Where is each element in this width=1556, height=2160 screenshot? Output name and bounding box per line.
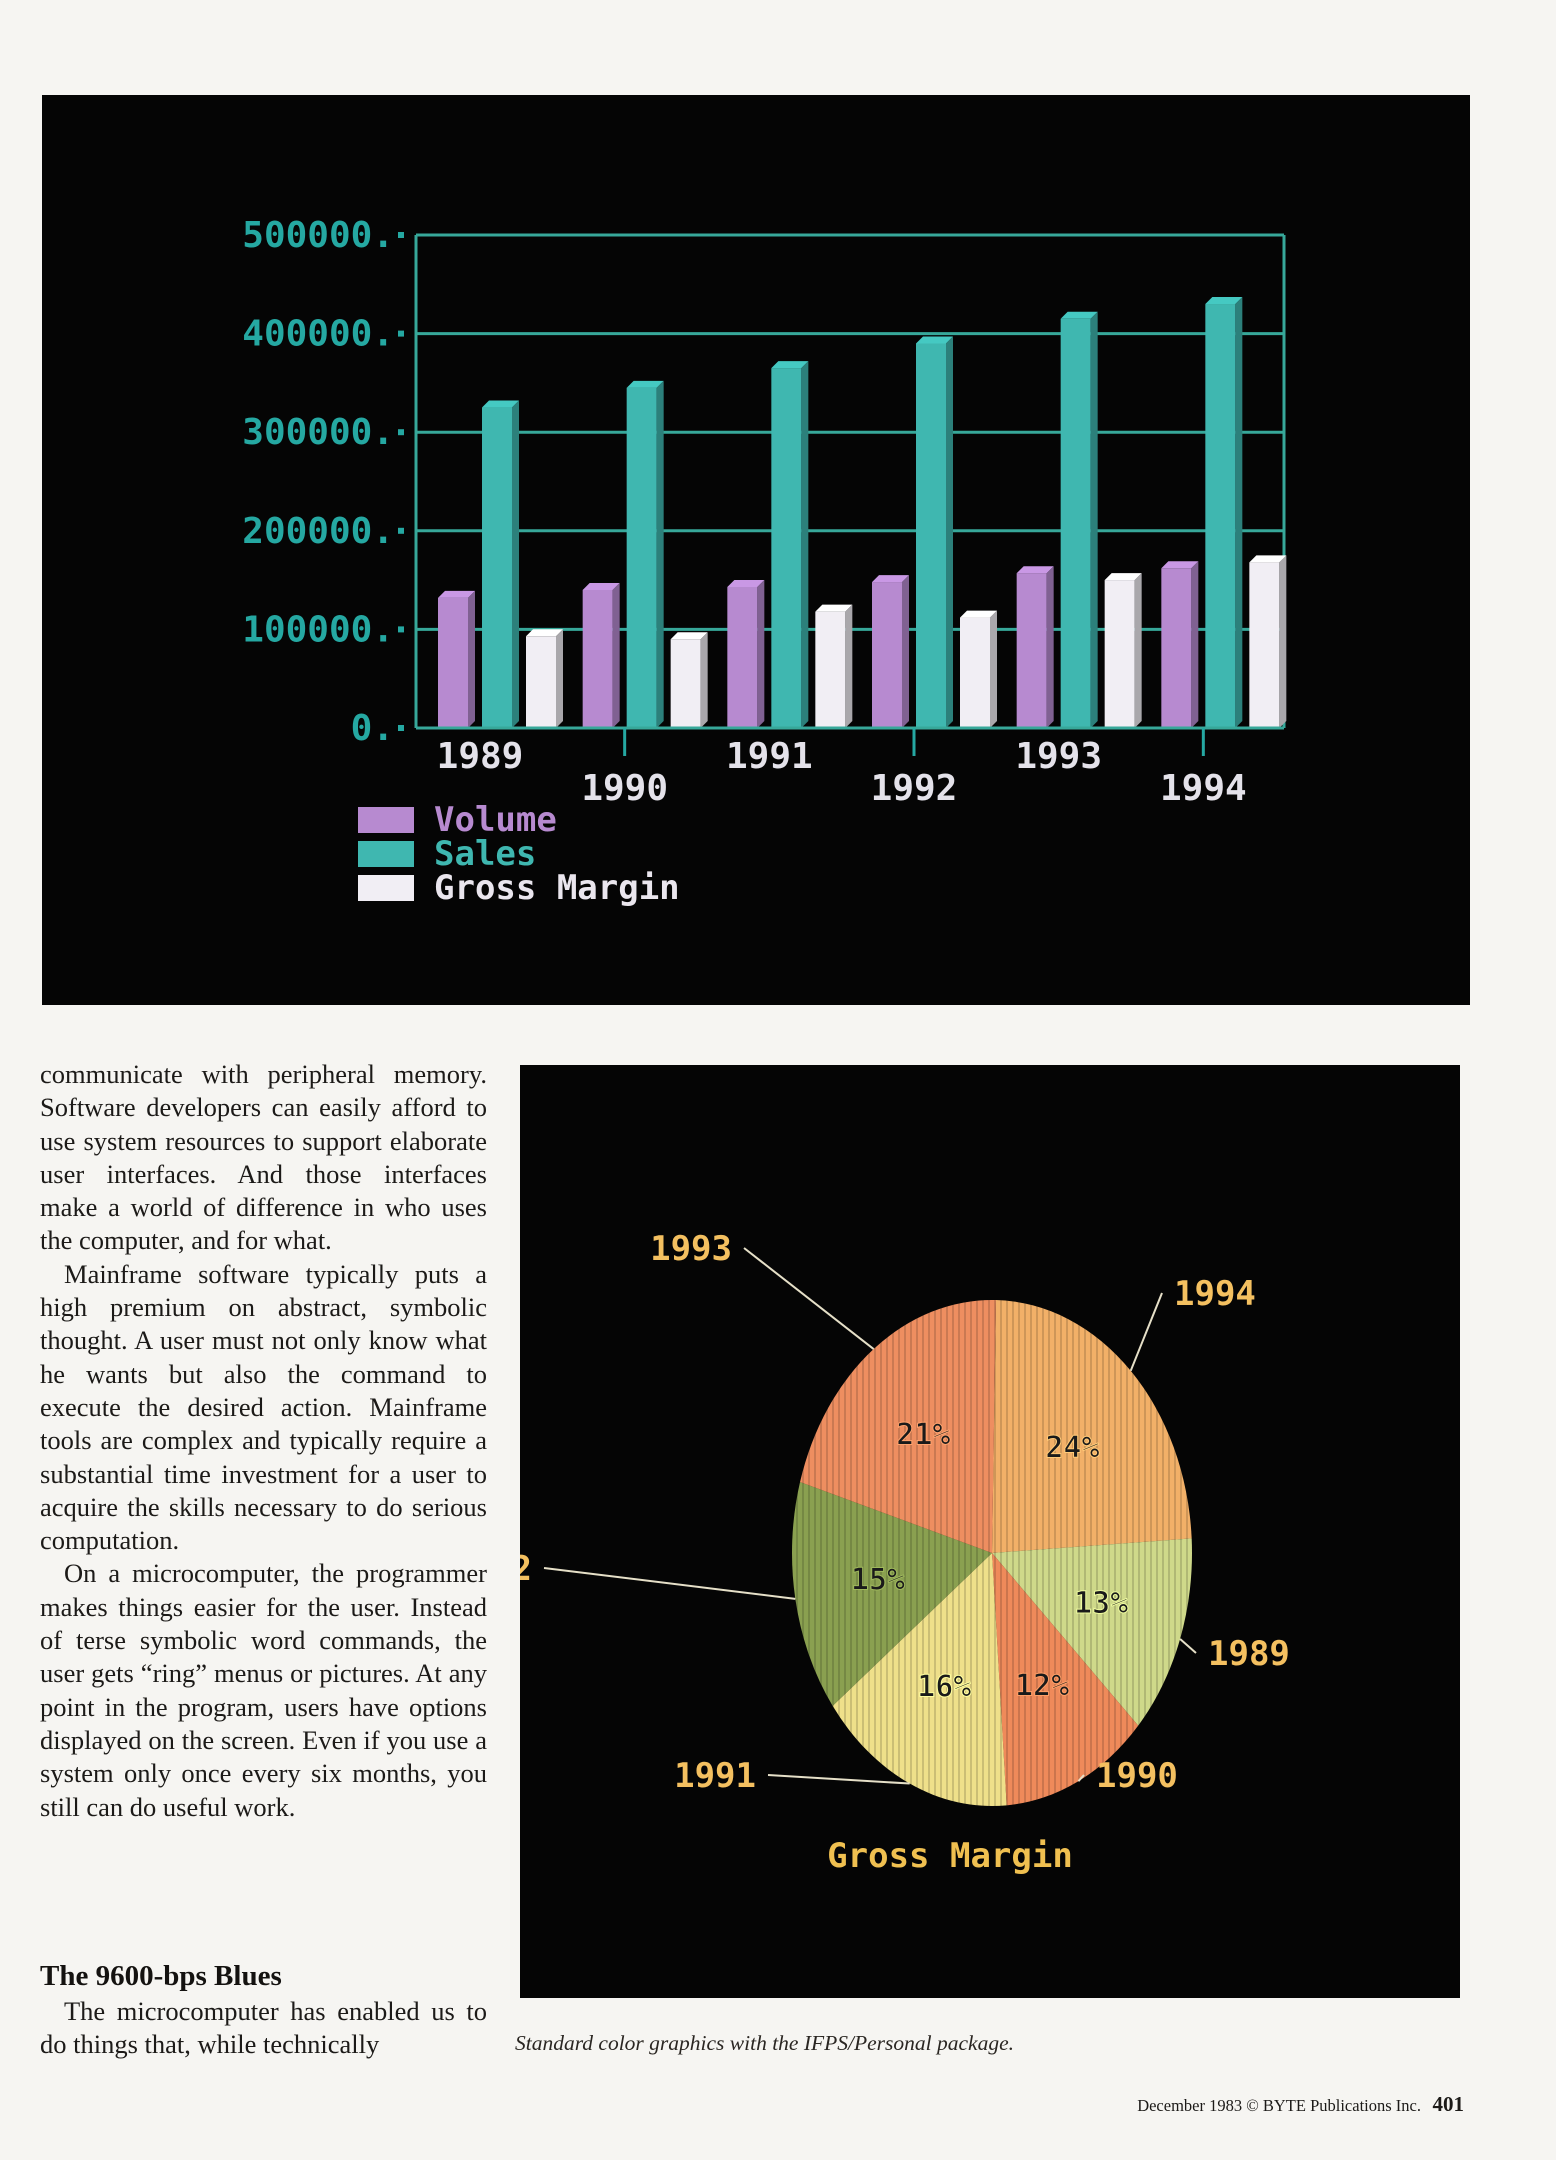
x-tick-label: 1991 [725,736,813,777]
bar-side [613,583,620,728]
y-tick-label: 100000. [242,609,394,651]
y-tick-label: 300000. [242,412,394,454]
bar-side [512,401,519,728]
tick-dot [398,429,404,435]
bar-side [946,336,953,728]
bar-volume-1989 [438,598,468,728]
paragraph: On a microcomputer, the programmer makes things easier for the user. Instead of terse symbolic word commands, the user gets “ring” menus or pictures. At any point in the program, users have options displayed on the screen. Even if you use a system only once every six months, you still can do useful work. [40,1558,487,1822]
y-tick-label: 200000. [242,510,394,552]
bar-sales-1994 [1205,304,1235,728]
bar-volume-1992 [872,582,902,728]
bar-gross-margin-1992 [960,618,990,728]
page-number: 401 [1432,2092,1464,2116]
page-footer [1137,2096,1421,2116]
paragraph: Mainframe software typically puts a high premium on abstract, symbolic thought. A user must not only know what he wants but also the command to execute the desired action. Mainframe tools are complex and typically require a substantial time investment for a user to acquire the skills necessary to do serious computation. [40,1258,487,1556]
bar-side [902,575,909,728]
bar-volume-1990 [583,590,613,728]
slice-percent-label: 16% [917,1669,972,1705]
bar-volume-1993 [1017,573,1047,728]
pie-outer-label: 1994 [1174,1274,1256,1314]
leader-line [768,1775,910,1784]
pie-outer-label: 1991 [674,1756,756,1796]
bar-volume-1994 [1161,568,1191,728]
y-tick-label: 400000. [242,313,394,355]
bar-side [1091,312,1098,728]
bar-gross-margin-1989 [526,636,556,728]
bar-volume-1991 [727,587,757,728]
pie-chart [520,1065,1460,1998]
slice-percent-label: 13% [1074,1585,1129,1621]
bar-side [757,580,764,728]
tick-dot [398,528,404,534]
article-continued [40,1995,487,2062]
paragraph: The microcomputer has enabled us to do things that, while technically [40,1996,487,2060]
legend-label: Gross Margin [434,868,680,908]
y-tick-label: 0. [350,708,394,749]
bar-side [845,605,852,728]
leader-line [544,1568,795,1599]
tick-dot [398,331,404,337]
slice-percent-label: 24% [1045,1430,1100,1466]
article-body [40,1058,487,1824]
bar-side [801,361,808,728]
x-tick-label: 1989 [436,736,524,777]
x-tick-label: 1993 [1015,736,1103,777]
bar-sales-1990 [627,388,657,728]
section-heading: The 9600-bps Blues [40,1960,282,1992]
legend-label: Sales [434,834,537,874]
leader-line [1180,1639,1196,1653]
bar-side [556,629,563,728]
bar-side [1279,555,1286,728]
bar-sales-1992 [916,343,946,728]
legend-swatch [358,875,414,901]
tick-dot [398,232,404,238]
bar-sales-1993 [1061,319,1091,728]
bar-gross-margin-1991 [815,612,845,728]
bar-side [468,591,475,728]
paragraph: communicate with peripheral memory. Software developers can easily afford to use system resources to support elaborate user interfaces. And those interfaces make a world of difference in who uses the computer, and for what. [40,1059,487,1256]
x-tick-label: 1992 [870,768,958,809]
bar-gross-margin-1994 [1249,562,1279,728]
bar-side [657,381,664,728]
tick-dot [398,626,404,632]
pie-outer-label: 2 [520,1549,532,1589]
leader-line [744,1248,874,1349]
pie-title: Gross Margin [827,1836,1073,1876]
pie-outer-label: 1993 [650,1229,732,1269]
bar-gross-margin-1990 [671,639,701,728]
slice-percent-label: 21% [896,1417,951,1453]
bar-chart [42,95,1470,1005]
bar-chart-screen [42,95,1470,1005]
pie-chart-screen [520,1065,1460,1998]
legend-swatch [358,841,414,867]
footer-credit: December 1983 © BYTE Publications Inc. [1137,2096,1421,2115]
leader-line [1131,1293,1162,1371]
bar-side [990,611,997,728]
pie-outer-label: 1989 [1208,1634,1290,1674]
pie-slice-1994 [992,1300,1192,1553]
bar-sales-1989 [482,408,512,728]
legend-label: Volume [434,800,557,840]
bar-side [1135,573,1142,728]
legend-swatch [358,807,414,833]
y-tick-label: 500000. [242,215,394,256]
bar-side [1047,566,1054,728]
tick-dot [398,725,404,731]
pie-outer-label: 1990 [1096,1756,1178,1796]
bar-side [1235,297,1242,728]
figure-caption: Standard color graphics with the IFPS/Personal package. [515,2031,1015,2055]
slice-percent-label: 12% [1015,1668,1070,1704]
bar-sales-1991 [771,368,801,728]
x-tick-label: 1990 [581,768,669,809]
bar-side [701,632,708,728]
bar-side [1191,561,1198,728]
bar-gross-margin-1993 [1105,580,1135,728]
slice-percent-label: 15% [850,1562,906,1598]
x-tick-label: 1994 [1159,768,1247,809]
